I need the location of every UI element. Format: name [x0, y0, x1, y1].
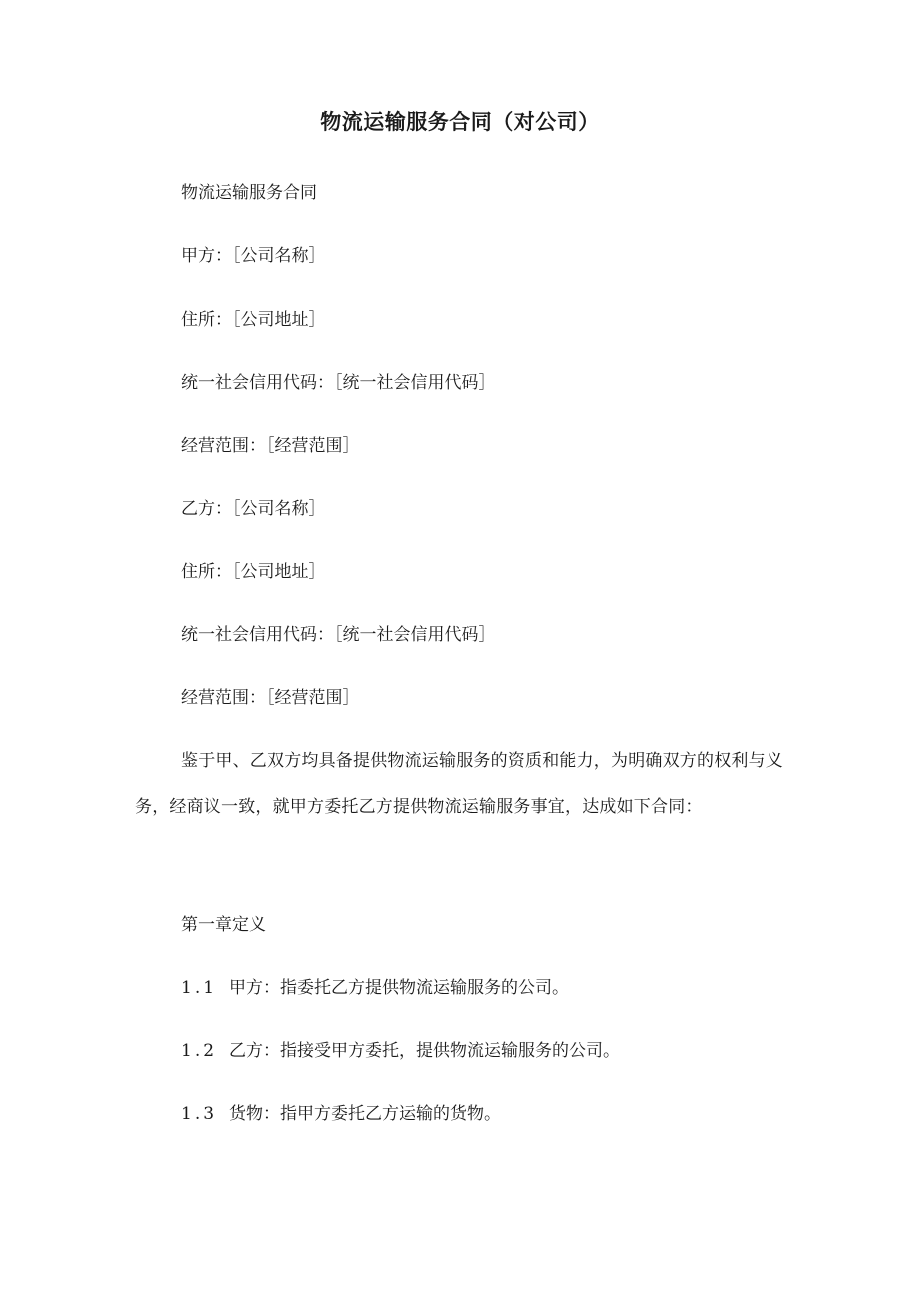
party-a-address: 住所：［公司地址］ — [181, 310, 326, 330]
definition-item — [181, 1102, 501, 1126]
party-a-credit-code: 统一社会信用代码：［统一社会信用代码］ — [181, 373, 496, 393]
contract-subtitle: 物流运输服务合同 — [181, 183, 317, 203]
item-text: 乙方：指接受甲方委托，提供物流运输服务的公司。 — [229, 1041, 620, 1061]
party-a-name: 甲方：［公司名称］ — [181, 246, 326, 266]
party-a-scope: 经营范围：［经营范围］ — [181, 436, 360, 456]
party-b-credit-code: 统一社会信用代码：［统一社会信用代码］ — [181, 625, 496, 645]
item-number: 1.2 — [181, 1041, 218, 1061]
item-number: 1.3 — [181, 1104, 218, 1124]
chapter-1-heading: 第一章定义 — [181, 915, 266, 935]
preamble-paragraph: 鉴于甲、乙双方均具备提供物流运输服务的资质和能力，为明确双方的权利与义务，经商议一致，就甲方委托乙方提供物流运输服务事宜，达成如下合同： — [135, 751, 783, 817]
item-text: 甲方：指委托乙方提供物流运输服务的公司。 — [229, 978, 569, 998]
definition-item — [181, 976, 569, 1000]
item-number: 1.1 — [181, 978, 218, 998]
definition-item — [181, 1039, 620, 1063]
item-text: 货物：指甲方委托乙方运输的货物。 — [229, 1104, 501, 1124]
party-b-name: 乙方：［公司名称］ — [181, 499, 326, 519]
party-b-address: 住所：［公司地址］ — [181, 562, 326, 582]
party-b-scope: 经营范围：［经营范围］ — [181, 688, 360, 708]
document-title: 物流运输服务合同（对公司） — [320, 110, 600, 134]
